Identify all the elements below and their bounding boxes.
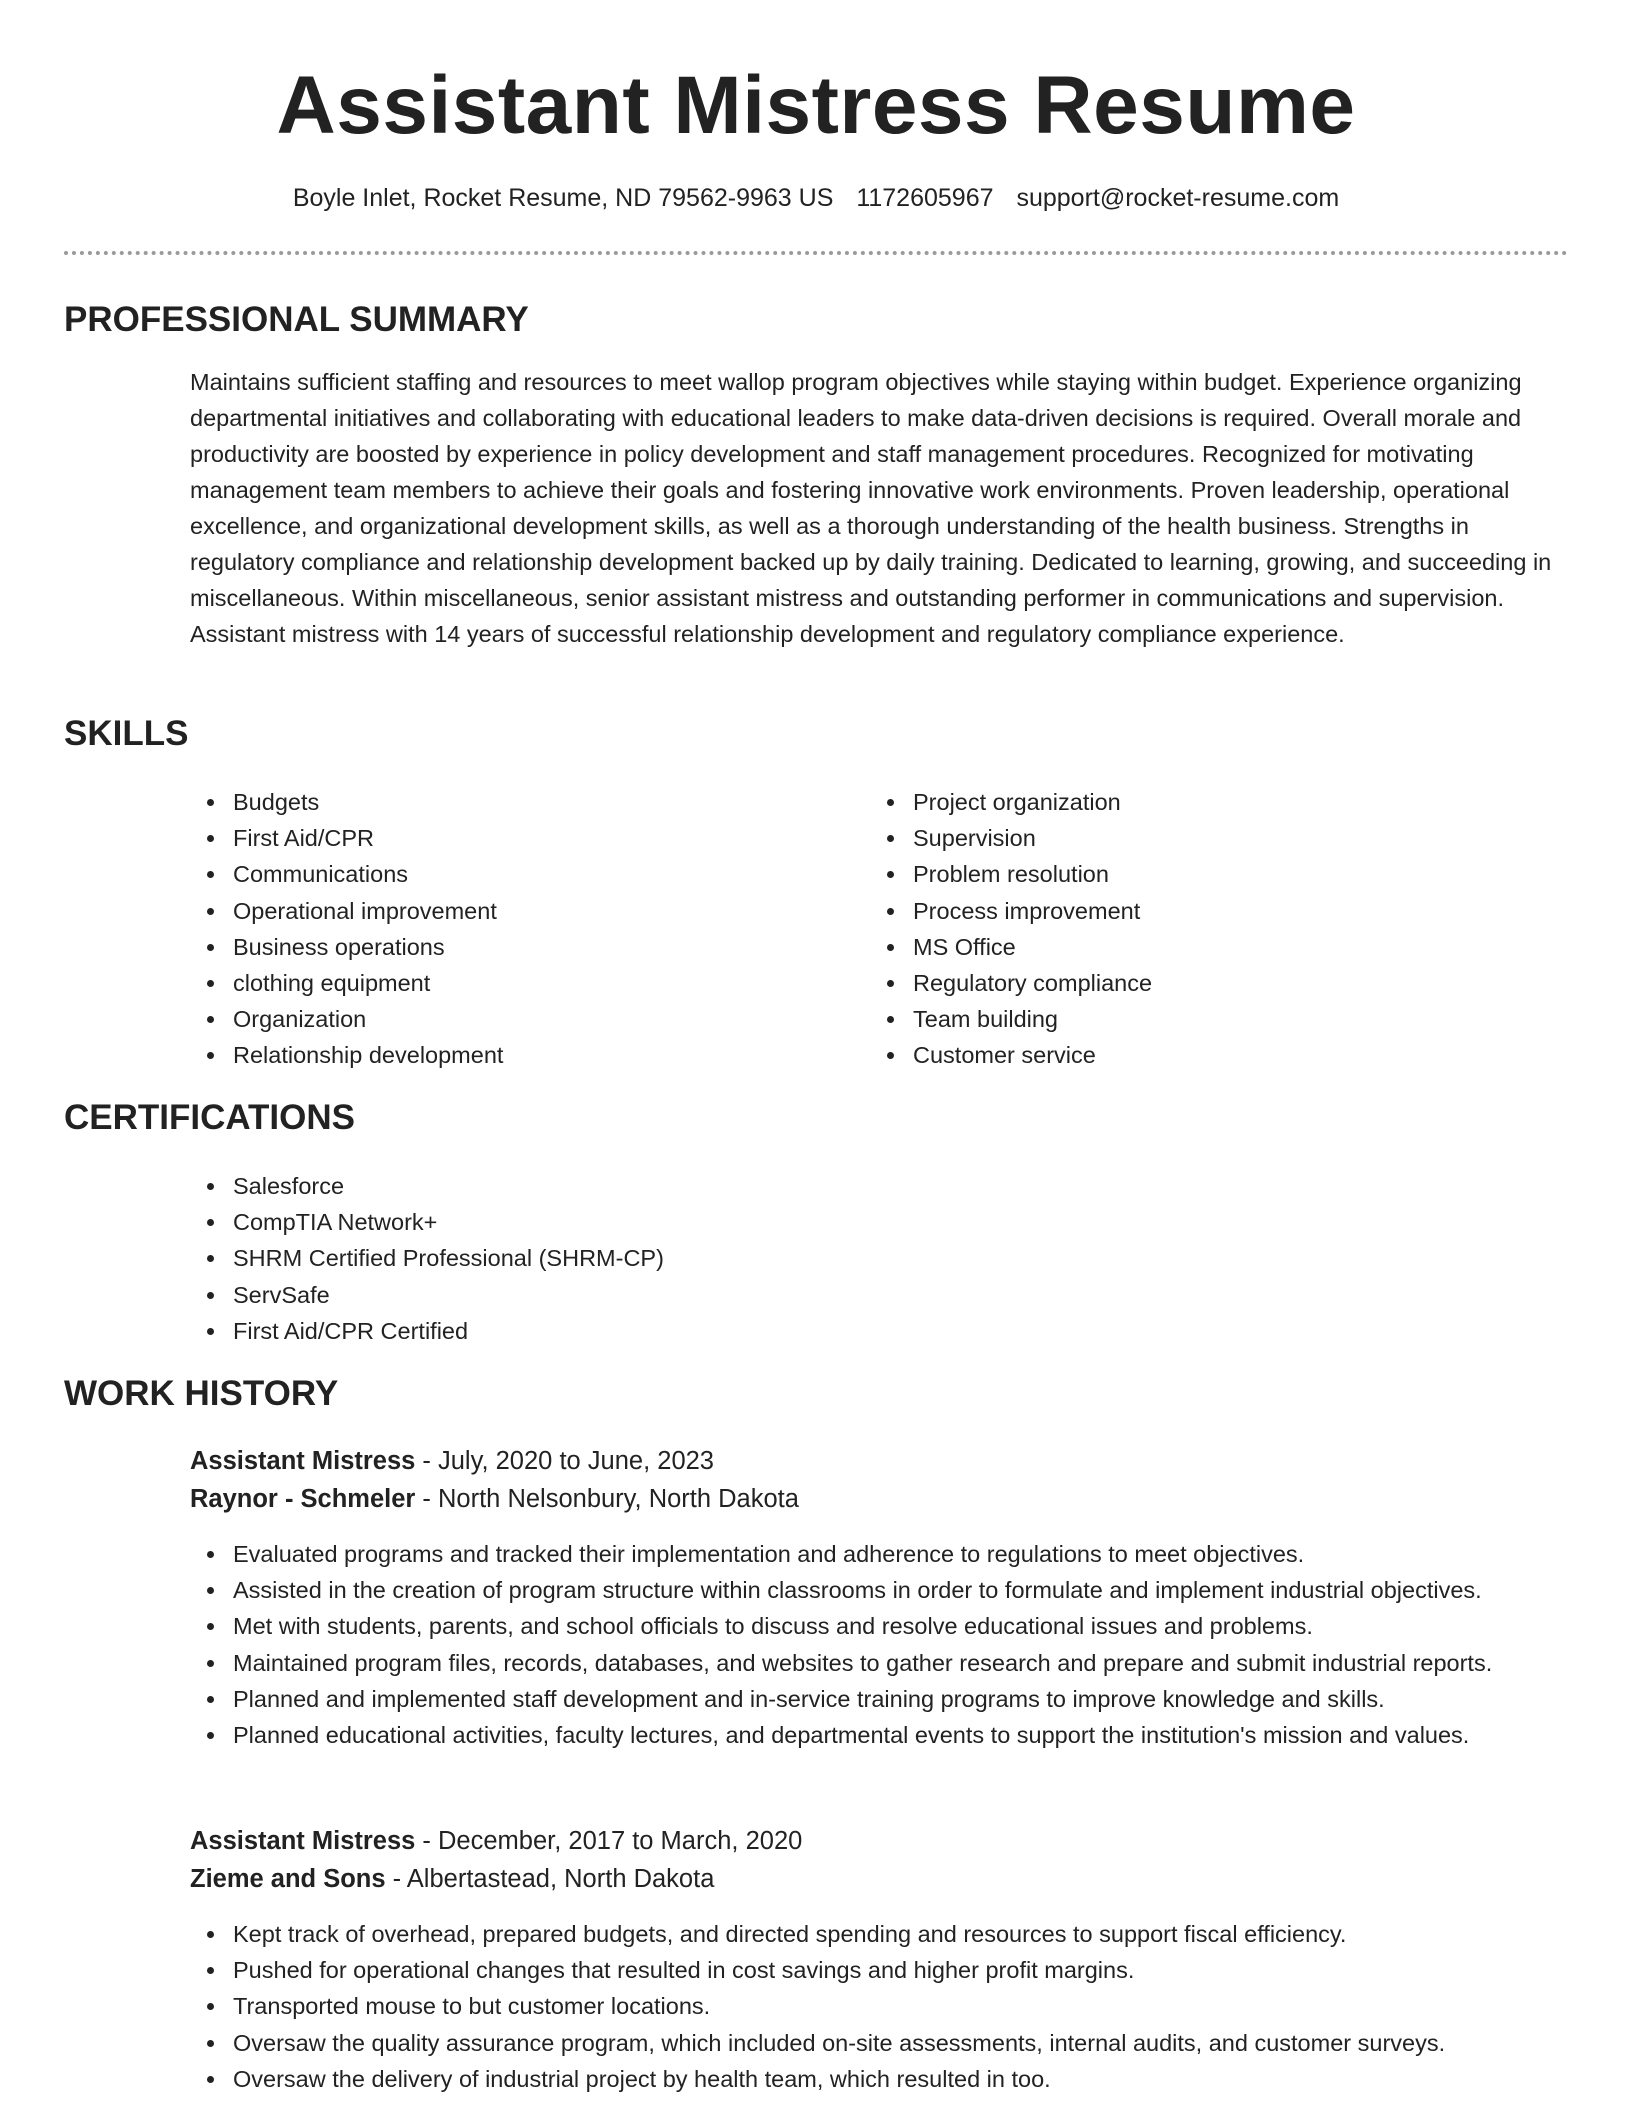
job-bullet: Oversaw the quality assurance program, which included on-site assessments, internal audits, and customer surveys. (233, 2025, 1623, 2061)
job-company-line (190, 1861, 714, 1899)
summary-text: Maintains sufficient staffing and resources to meet wallop program objectives while staying within budget. Experience organizing departmental initiatives and collaborating with educational leaders to make data-driven decisions is required. Overall morale and productivity are boosted by experience in policy development and staff management procedures. Recognized for motivating management team members to achieve their goals and fostering innovative work environments. Proven leadership, operational excellence, and organizational development skills, as well as a thorough understanding of the health business. Strengths in regulatory compliance and relationship development backed up by daily training. Dedicated to learning, growing, and succeeding in miscellaneous. Within miscellaneous, senior assistant mistress and outstanding performer in communications and supervision. Assistant mistress with 14 years of successful relationship development and regulatory compliance experience. (190, 369, 1552, 647)
header-divider (64, 251, 1568, 255)
job-company: Raynor - Schmeler (190, 1485, 416, 1513)
job-bullet-list (190, 1536, 1623, 1753)
certification-item: Salesforce (233, 1168, 1133, 1204)
job-title-line (190, 1443, 714, 1481)
skill-item: Process improvement (913, 893, 1553, 929)
job-role: Assistant Mistress (190, 1827, 416, 1855)
contact-address: Boyle Inlet, Rocket Resume, ND 79562-9963 US (292, 184, 834, 212)
skill-item: Supervision (913, 820, 1553, 856)
skill-item: Regulatory compliance (913, 965, 1553, 1001)
summary-heading: PROFESSIONAL SUMMARY (64, 300, 529, 339)
skill-item: Budgets (233, 784, 873, 820)
certification-item: ServSafe (233, 1277, 1133, 1313)
job-company-line (190, 1481, 799, 1519)
skill-item: Relationship development (233, 1037, 873, 1073)
skill-item: Problem resolution (913, 856, 1553, 892)
job-dates: - July, 2020 to June, 2023 (415, 1447, 714, 1475)
job-title-line (190, 1823, 802, 1861)
skills-list-left (190, 784, 873, 1074)
skills-list-right (870, 784, 1553, 1074)
job-bullet: Assisted in the creation of program structure within classrooms in order to formulate and implement industrial objectives. (233, 1572, 1623, 1608)
skill-item: Team building (913, 1001, 1553, 1037)
certification-item: SHRM Certified Professional (SHRM-CP) (233, 1240, 1133, 1276)
job-bullet: Evaluated programs and tracked their implementation and adherence to regulations to meet objectives. (233, 1536, 1623, 1572)
skill-item: Customer service (913, 1037, 1553, 1073)
skill-item: Business operations (233, 929, 873, 965)
skills-heading: SKILLS (64, 714, 189, 753)
skill-item: First Aid/CPR (233, 820, 873, 856)
job-bullet: Met with students, parents, and school officials to discuss and resolve educational issues and problems. (233, 1608, 1623, 1644)
skill-item: Organization (233, 1001, 873, 1037)
skill-item: Communications (233, 856, 873, 892)
job-bullet: Planned and implemented staff development and in-service training programs to improve knowledge and skills. (233, 1681, 1623, 1717)
job-bullet: Kept track of overhead, prepared budgets, and directed spending and resources to support fiscal efficiency. (233, 1916, 1623, 1952)
job-role: Assistant Mistress (190, 1447, 416, 1475)
job-bullet-list (190, 1916, 1623, 2097)
skill-item: Operational improvement (233, 893, 873, 929)
certifications-heading: CERTIFICATIONS (64, 1098, 356, 1137)
certifications-list (190, 1168, 1133, 1349)
job-location: - North Nelsonbury, North Dakota (415, 1485, 799, 1513)
job-bullet: Oversaw the delivery of industrial project by health team, which resulted in too. (233, 2061, 1623, 2097)
skill-item: Project organization (913, 784, 1553, 820)
contact-email: support@rocket-resume.com (1016, 184, 1340, 212)
contact-line (0, 178, 1632, 218)
job-bullet: Maintained program files, records, databases, and websites to gather research and prepare and submit industrial reports. (233, 1645, 1623, 1681)
certification-item: CompTIA Network+ (233, 1204, 1133, 1240)
resume-title: Assistant Mistress Resume (276, 60, 1356, 151)
certification-item: First Aid/CPR Certified (233, 1313, 1133, 1349)
job-bullet: Planned educational activities, faculty lectures, and departmental events to support the institution's mission and values. (233, 1717, 1623, 1753)
job-company: Zieme and Sons (190, 1865, 386, 1893)
job-bullet: Transported mouse to but customer locations. (233, 1988, 1623, 2024)
job-bullet: Pushed for operational changes that resulted in cost savings and higher profit margins. (233, 1952, 1623, 1988)
skill-item: clothing equipment (233, 965, 873, 1001)
job-location: - Albertastead, North Dakota (385, 1865, 715, 1893)
work-history-heading: WORK HISTORY (64, 1374, 339, 1413)
skill-item: MS Office (913, 929, 1553, 965)
job-dates: - December, 2017 to March, 2020 (415, 1827, 803, 1855)
contact-phone: 1172605967 (856, 184, 994, 212)
